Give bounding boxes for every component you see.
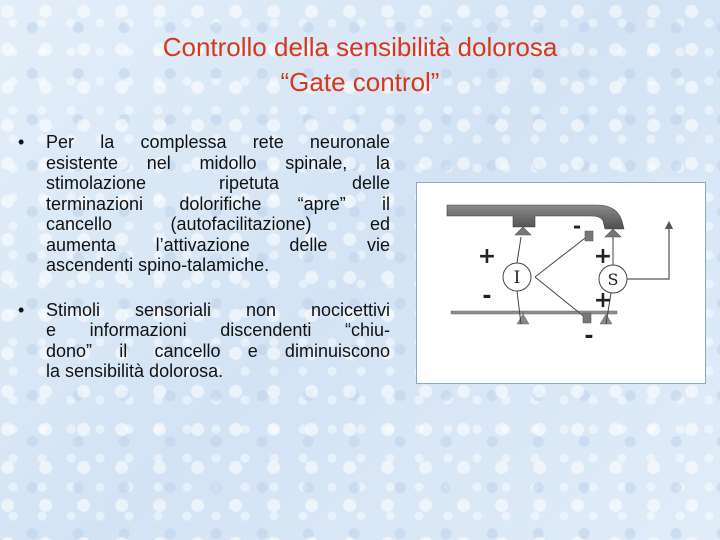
bullet-list [18, 132, 390, 382]
interneuron-label: I [513, 268, 521, 288]
bullet-text-line: la sensibilità dolorosa. [46, 361, 224, 381]
large-fiber [447, 205, 624, 237]
title-line-1: Controllo della sensibilità dolorosa [162, 32, 558, 62]
sign-right-middle: + [593, 288, 613, 313]
bullet-dot: • [18, 299, 25, 320]
projection-label: S [607, 270, 619, 289]
bullet-text-line: dono” il cancello e diminuiscono [46, 340, 390, 361]
bullet-text-line: Per la complessa rete neuronale [46, 132, 390, 152]
bullet-item [18, 132, 390, 276]
bullet-text-line: cancello (autofacilitazione) ed [46, 214, 390, 234]
ascending-output-arrow [627, 225, 669, 279]
bullet-text-line: aumenta l’attivazione delle vie [46, 234, 390, 255]
bullet-text-line: esistente nel midollo spinale, la [46, 152, 390, 173]
bullet-text-line: stimolazione ripetuta delle [46, 173, 390, 193]
bullet-text-line: terminazioni dolorifiche “apre” il [46, 193, 390, 214]
sign-bottom-right: - [584, 324, 594, 349]
gate-control-diagram [416, 182, 706, 384]
sign-left-upper: + [477, 244, 497, 269]
bullet-dot: • [18, 132, 25, 152]
slide-title [0, 30, 720, 100]
bullet-text-line: Stimoli sensoriali non nocicettivi [46, 299, 390, 320]
sign-top-right: - [572, 214, 582, 238]
bullet-item [18, 300, 390, 382]
bullet-text-line: e informazioni discendenti “chiu- [46, 320, 390, 340]
sign-left-lower: - [482, 284, 492, 309]
bullet-text-line: ascendenti spino-talamiche. [46, 255, 270, 275]
diagram-svg [417, 183, 705, 383]
sign-right-upper: + [593, 244, 613, 269]
interneuron-node [503, 263, 531, 291]
inhibitory-terminals [583, 231, 593, 323]
small-fiber [451, 311, 617, 324]
title-line-2: “Gate control” [280, 67, 440, 97]
